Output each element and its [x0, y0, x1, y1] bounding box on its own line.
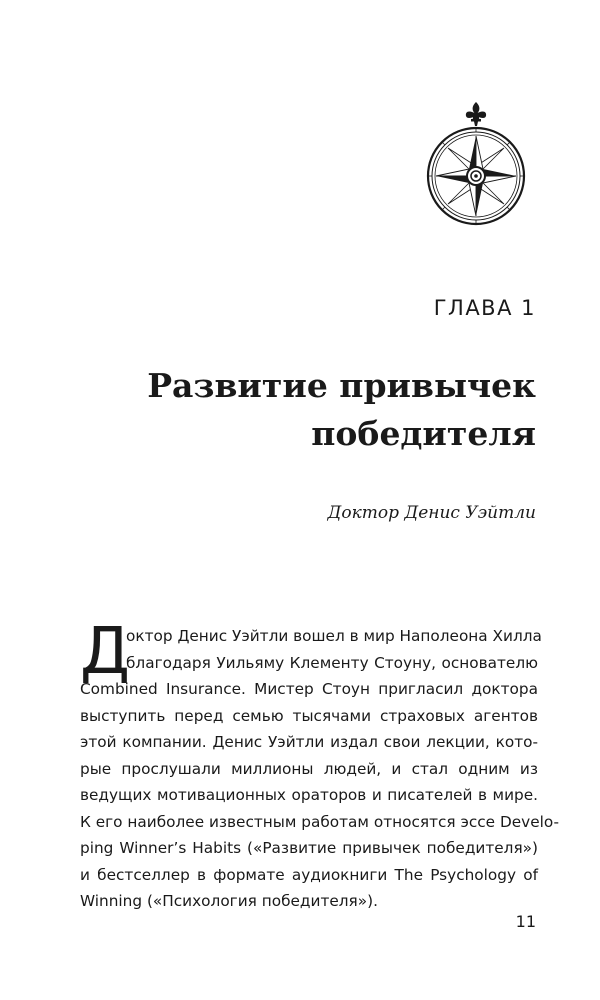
body-line: рые прослушали миллионы людей, и стал одним из	[80, 759, 538, 778]
chapter-number: ГЛАВА 1	[433, 296, 536, 320]
page-number: 11	[515, 912, 536, 931]
body-line: этой компании. Денис Уэйтли издал свои лекции, кото-	[80, 733, 538, 751]
body-line: благодаря Уильяму Клементу Стоуну, основателю	[126, 653, 538, 672]
compass-rose-icon	[420, 100, 532, 228]
body-line: Winning («Психология победителя»).	[80, 892, 378, 910]
drop-cap: Д	[80, 615, 130, 689]
body-line: октор Денис Уэйтли вошел в мир Наполеона Хилла	[126, 627, 542, 645]
body-line: ping Winner’s Habits («Развитие привычек победителя»)	[80, 839, 538, 857]
chapter-title-line: победителя	[311, 414, 536, 453]
chapter-title	[116, 362, 536, 458]
body-line: и бестселлер в формате аудиокниги The Psychology of	[80, 865, 538, 884]
body-line: К его наиболее известным работам относятся эссе Develo-	[80, 812, 560, 831]
chapter-author: Доктор Денис Уэйтли	[327, 503, 536, 523]
body-line: выступить перед семью тысячами страховых агентов	[80, 706, 538, 725]
chapter-title-line: Развитие привычек	[147, 366, 536, 405]
body-line: Combined Insurance. Мистер Стоун пригласил доктора	[80, 680, 538, 698]
body-line: ведущих мотивационных ораторов и писателей в мире.	[80, 786, 538, 804]
body-paragraph	[80, 623, 560, 915]
